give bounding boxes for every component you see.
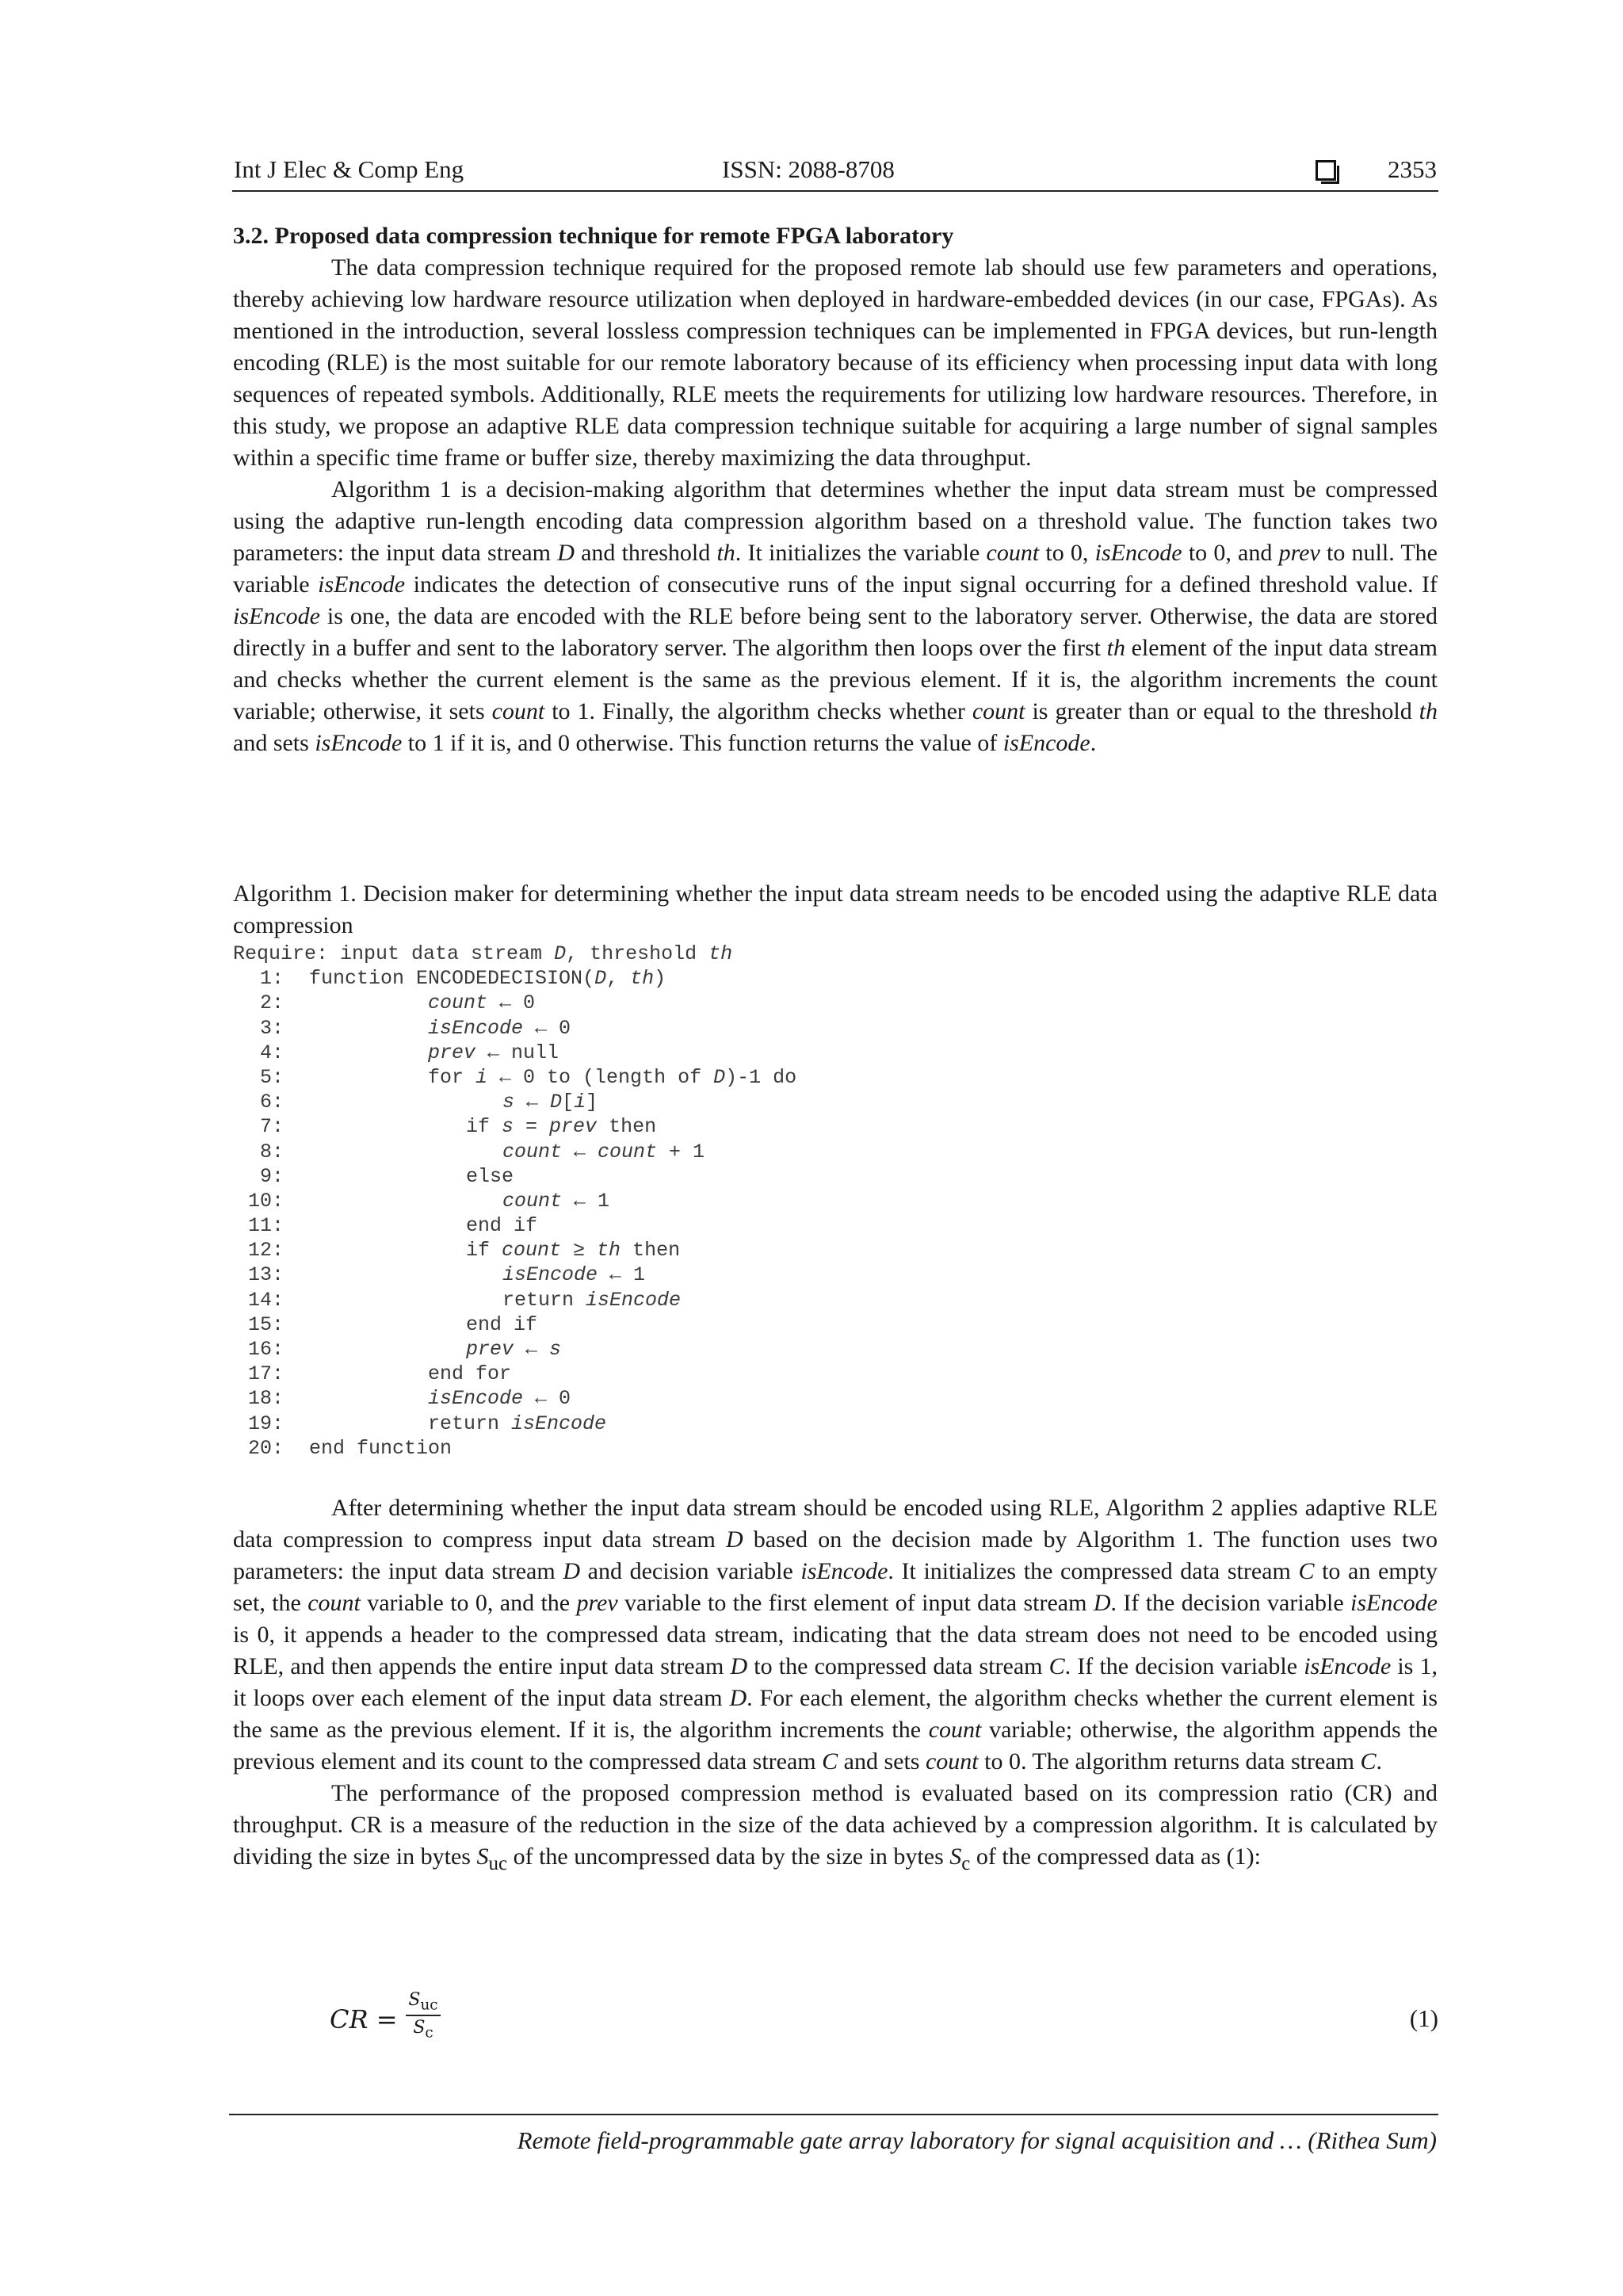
page-number: 2353 (1388, 155, 1437, 183)
journal-name: Int J Elec & Comp Eng (234, 155, 464, 183)
algorithm-line: 15: end if (247, 1312, 538, 1336)
equation-number: (1) (1409, 2004, 1438, 2032)
algorithm-line: 1: function ENCODEDECISION(D, th) (259, 967, 666, 991)
paragraph-3: After determining whether the input data stream should be encoded using RLE, Algorithm 2 applies adaptive RLE data compression to compress input data stream D based on the decision made by Algorithm 1. The function uses two parameters: the input data stream D and decision variable isEncode. It initializes the compressed data stream C to an empty set, the count variable to 0, and the prev variable to the first element of input data stream D. If the decision variable isEncode is 0, it appends a header to the compressed data stream, indicating that the data stream does not need to be encoded using RLE, and then appends the entire input data stream D to the compressed data stream C. If the decision variable isEncode is 1, it loops over each element of the input data stream D. For each element, the algorithm checks whether the current element is the same as the previous element. If it is, the algorithm increments the count variable; otherwise, the algorithm appends the previous element and its count to the compressed data stream C and sets count to 0. The algorithm returns data stream C. (233, 1495, 1438, 1775)
algorithm-line: 12: if count ≥ th then (247, 1239, 681, 1263)
algorithm-line: 7: if s = prev then (259, 1115, 657, 1139)
algorithm-1-listing (233, 942, 1438, 1461)
running-header (232, 155, 1438, 192)
issn: ISSN: 2088-8708 (722, 155, 895, 183)
algorithm-line: 10: count ← 1 (247, 1189, 610, 1213)
algorithm-line: 6: s ← D[i] (259, 1091, 598, 1114)
paragraph-4: The performance of the proposed compression method is evaluated based on its compression ratio (CR) and throughput. CR is a measure of the reduction in the size of the data achieved by a compression algorithm. It is calculated by dividing the size in bytes $S_{uc}$ of the uncompressed data by the size in bytes $S_c$ of the compressed data as (1): (233, 1780, 1438, 1874)
algorithm-line: 8: count ← count + 1 (259, 1140, 705, 1163)
algorithm-line: 3: isEncode ← 0 (259, 1016, 571, 1040)
algorithm-line: 5: for i ← 0 to (length of D)-1 do (259, 1065, 797, 1089)
section-heading: 3.2. Proposed data compression technique for remote FPGA laboratory (233, 223, 954, 249)
algorithm-line: 14: return isEncode (247, 1288, 682, 1312)
post-algorithm-text (233, 1492, 1438, 1880)
equation-lhs: CR = (330, 2004, 398, 2034)
algorithm-line: 19: return isEncode (247, 1412, 607, 1435)
algorithm-line: 16: prev ← s (247, 1338, 562, 1361)
algorithm-line: 2: count ← 0 (259, 991, 536, 1015)
square-icon (1316, 160, 1336, 181)
equation-numerator: $S_{uc}$ (406, 1990, 441, 2016)
algorithm-line: 9: else (259, 1164, 514, 1188)
section-3-2 (233, 220, 1438, 759)
running-footer (229, 2114, 1438, 2154)
algorithm-caption: Algorithm 1. Decision maker for determining whether the input data stream needs to be encoded using the adaptive RLE data compression (233, 881, 1438, 938)
algorithm-line: 4: prev ← null (259, 1041, 559, 1064)
algorithm-line: 13: isEncode ← 1 (247, 1263, 646, 1287)
equation-1 (330, 1990, 1438, 2053)
equation-denominator: $S_c$ (413, 2018, 433, 2042)
paragraph-2: Algorithm 1 is a decision-making algorithm that determines whether the input data stream must be compressed using the adaptive run-length encoding data compression algorithm based on a threshold value. The function takes two parameters: the input data stream D and threshold th. It initializes the variable count to 0, isEncode to 0, and prev to null. The variable isEncode indicates the detection of consecutive runs of the input signal occurring for a defined threshold value. If isEncode is one, the data are encoded with the RLE before being sent to the laboratory server. Otherwise, the data are stored directly in a buffer and sent to the laboratory server. The algorithm then loops over the first th element of the input data stream and checks whether the current element is the same as the previous element. If it is, the algorithm increments the count variable; otherwise, it sets count to 1. Finally, the algorithm checks whether count is greater than or equal to the threshold th and sets isEncode to 1 if it is, and 0 otherwise. This function returns the value of isEncode. (233, 476, 1438, 756)
algorithm-require: Require: input data stream D, threshold th (233, 942, 733, 965)
algorithm-line: 18: isEncode ← 0 (247, 1387, 571, 1411)
algorithm-line: 17: end for (247, 1362, 512, 1386)
algorithm-line: 11: end if (247, 1214, 538, 1238)
equation-fraction (406, 1990, 441, 2042)
paragraph-1: The data compression technique required for the proposed remote lab should use few parameters and operations, thereby achieving low hardware resource utilization when deployed in hardware-embedded devices (in our case, FPGAs). As mentioned in the introduction, several lossless compression techniques can be implemented in FPGA devices, but run-length encoding (RLE) is the most suitable for our remote laboratory because of its efficiency when processing input data with long sequences of repeated symbols. Additionally, RLE meets the requirements for utilizing low hardware resources. Therefore, in this study, we propose an adaptive RLE data compression technique suitable for acquiring a large number of signal samples within a specific time frame or buffer size, thereby maximizing the data throughput. (233, 254, 1438, 471)
algorithm-line: 20: end function (247, 1436, 453, 1460)
footer-title: Remote field-programmable gate array laboratory for signal acquisition and … (Rithea Sum) (517, 2126, 1437, 2154)
